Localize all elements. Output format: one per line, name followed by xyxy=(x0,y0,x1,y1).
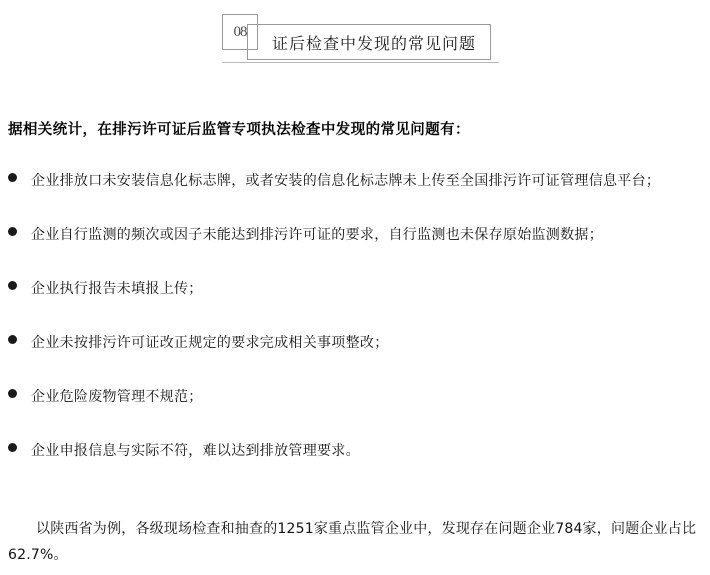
bullet-dot-icon xyxy=(8,227,17,236)
bullet-dot-icon xyxy=(8,335,17,344)
section-number: 08 xyxy=(233,23,247,40)
list-item-text: 企业危险废物管理不规范； xyxy=(31,389,203,405)
list-item-text: 企业执行报告未填报上传； xyxy=(31,281,203,297)
closing-paragraph: 以陕西省为例，各级现场检查和抽查的1251家重点监管企业中，发现存在问题企业784家，问题企业占比62.7%。 xyxy=(8,521,697,563)
intro-paragraph: 据相关统计，在排污许可证后监管专项执法检查中发现的常见问题有： xyxy=(8,122,470,138)
header-divider xyxy=(222,62,499,63)
page-title: 证后检查中发现的常见问题 xyxy=(272,33,477,53)
list-item xyxy=(8,330,708,356)
bullet-dot-icon xyxy=(8,173,17,182)
list-item xyxy=(8,168,708,194)
list-item-text: 企业申报信息与实际不符，难以达到排放管理要求。 xyxy=(31,443,360,459)
section-header xyxy=(222,14,491,56)
bullet-dot-icon xyxy=(8,281,17,290)
list-item xyxy=(8,276,708,302)
list-item xyxy=(8,384,708,410)
list-item xyxy=(8,438,708,464)
list-item-text: 企业自行监测的频次或因子未能达到排污许可证的要求，自行监测也未保存原始监测数据； xyxy=(31,227,603,243)
problem-list xyxy=(8,168,708,492)
list-item xyxy=(8,222,708,248)
bullet-dot-icon xyxy=(8,443,17,452)
list-item-text: 企业未按排污许可证改正规定的要求完成相关事项整改； xyxy=(31,335,389,351)
list-item-text: 企业排放口未安装信息化标志牌，或者安装的信息化标志牌未上传至全国排污许可证管理信息平台； xyxy=(31,173,661,189)
section-title-box xyxy=(247,24,491,60)
bullet-dot-icon xyxy=(8,389,17,398)
